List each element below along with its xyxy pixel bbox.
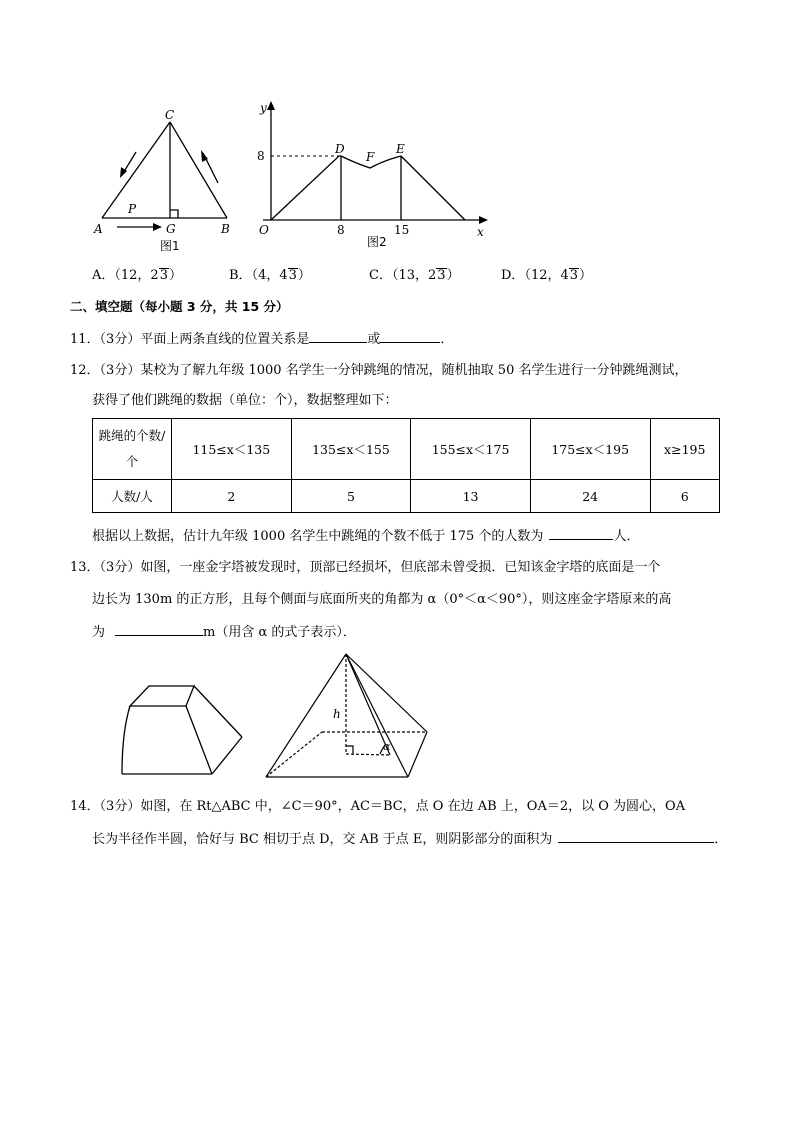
- option-a-letter: A．: [92, 268, 115, 283]
- q11-blank-1[interactable]: [309, 328, 367, 343]
- count-cell: 24: [530, 480, 650, 513]
- option-b[interactable]: [229, 266, 311, 286]
- front-right-edge: [186, 706, 212, 774]
- option-d-post: ）: [579, 268, 593, 283]
- figure-1-caption: 图1: [160, 239, 180, 253]
- label-f: F: [366, 150, 375, 164]
- question-14-line-1: [70, 797, 685, 817]
- option-b-radicand: 3: [288, 268, 297, 283]
- label-b: B: [221, 222, 230, 236]
- q14-line-2-row: [92, 828, 727, 850]
- y-tick-label: 8: [257, 149, 265, 163]
- q12-line-1: （3分）某校为了解九年级 1000 名学生一分钟跳绳的情况，随机抽取 50 名学生进行一分钟跳绳测试，: [99, 363, 688, 378]
- label-d: D: [335, 142, 345, 156]
- option-d-radicand: 3: [569, 268, 579, 283]
- option-a-radicand: 3: [159, 268, 168, 283]
- question-13-line-1: [70, 558, 660, 578]
- q13-line-2: 边长为 130m 的正方形，且每个侧面与底面所夹的角都为 α（0°＜α＜90°），则这座金字塔原来的高: [92, 592, 672, 607]
- q13-blank[interactable]: [115, 621, 203, 636]
- option-b-post: ）: [297, 268, 311, 283]
- q11-blank-2[interactable]: [380, 328, 440, 343]
- count-cell: 2: [172, 480, 292, 513]
- base-right: [408, 732, 427, 777]
- range-cell: x≥195: [650, 419, 720, 480]
- q13-line-1: （3分）如图，一座金字塔被发现时，顶部已经损坏，但底部未曾受损．已知该金字塔的底面是一个: [99, 560, 661, 575]
- option-c[interactable]: [369, 266, 460, 286]
- q14-line-2: 长为半径作半圆，恰好与 BC 相切于点 D，交 AB 于点 E，则阴影部分的面积为: [92, 832, 553, 847]
- left-edge: [122, 706, 130, 774]
- label-g: G: [166, 222, 176, 236]
- section-2-title: 二、填空题（每小题 3 分，共 15 分）: [70, 299, 289, 314]
- label-p: P: [128, 202, 137, 216]
- x-axis-arrowhead: [479, 216, 488, 224]
- label-e: E: [396, 142, 405, 156]
- option-a-post: ）: [169, 268, 183, 283]
- q11-number: 11．: [70, 332, 100, 347]
- pyramid-edge-front: [346, 654, 408, 777]
- q14-number: 14．: [70, 799, 100, 814]
- table-row-counts: [93, 480, 720, 513]
- foot-line: [346, 754, 390, 755]
- pyramid-figure: [262, 650, 432, 782]
- base-left-back: [266, 732, 322, 777]
- arrow-bottom-head: [153, 223, 162, 231]
- label-h: h: [333, 707, 341, 721]
- q11-end: ．: [440, 332, 454, 347]
- header-count-per-student: 跳绳的个数/个: [93, 419, 172, 480]
- question-12-line-1: [70, 361, 687, 381]
- option-b-letter: B．: [229, 268, 252, 283]
- pyramid-edge-right: [346, 654, 427, 732]
- label-a: A: [94, 222, 103, 236]
- q14-line-2-end: ．: [714, 832, 728, 847]
- graph-line: [271, 156, 341, 220]
- figure-2: [255, 98, 495, 258]
- range-cell: 175≤x＜195: [530, 419, 650, 480]
- option-c-pre: （13，2: [391, 268, 437, 283]
- segment-e-down: [401, 156, 465, 220]
- q12-blank[interactable]: [549, 525, 613, 540]
- q13-number: 13．: [70, 560, 100, 575]
- q12-line-2: 获得了他们跳绳的数据（单位：个），数据整理如下：: [92, 393, 398, 408]
- option-a-pre: （12，2: [114, 268, 159, 283]
- jump-rope-table: [92, 418, 720, 513]
- label-alpha: α: [383, 740, 391, 753]
- right-angle-mark: [170, 210, 178, 218]
- count-cell: 5: [291, 480, 411, 513]
- q12-after: 根据以上数据，估计九年级 1000 名学生中跳绳的个数不低于 175 个的人数为: [92, 529, 544, 544]
- truncated-pyramid-figure: [118, 682, 248, 782]
- option-b-pre: （4，4: [251, 268, 288, 283]
- right-bottom-edge: [212, 737, 242, 774]
- option-c-post: ）: [446, 268, 460, 283]
- label-c: C: [165, 108, 175, 122]
- q12-after-end: 人．: [613, 529, 640, 544]
- figure-1: [90, 105, 240, 255]
- option-d-pre: （12，4: [524, 268, 569, 283]
- right-angle-mark: [346, 746, 353, 754]
- q11-text: （3分）平面上两条直线的位置关系是: [99, 332, 310, 347]
- figure-2-caption: 图2: [367, 235, 387, 249]
- top-face: [130, 686, 194, 706]
- range-cell: 115≤x＜135: [172, 419, 292, 480]
- origin-label: O: [259, 223, 269, 237]
- back-right-edge: [194, 686, 242, 737]
- range-cell: 135≤x＜155: [291, 419, 411, 480]
- option-c-letter: C．: [369, 268, 392, 283]
- option-c-radicand: 3: [437, 268, 446, 283]
- range-cell: 155≤x＜175: [411, 419, 531, 480]
- header-number-of-students: 人数/人: [93, 480, 172, 513]
- side-bc: [170, 122, 227, 218]
- option-d-letter: D．: [501, 268, 525, 283]
- q14-blank[interactable]: [558, 828, 714, 843]
- q13-line-3-pre: 为: [92, 625, 106, 640]
- q12-conclusion: [92, 525, 639, 547]
- x-tick-label-8: 8: [337, 223, 345, 237]
- q13-line-3: [92, 621, 356, 643]
- count-cell: 13: [411, 480, 531, 513]
- q11-mid: 或: [367, 332, 381, 347]
- q13-line-3-post: m（用含 α 的式子表示）．: [203, 625, 356, 640]
- count-cell: 6: [650, 480, 720, 513]
- option-a[interactable]: [92, 266, 182, 286]
- y-axis-arrowhead: [267, 101, 275, 110]
- x-tick-label-15: 15: [394, 223, 410, 237]
- y-axis-label: y: [260, 101, 267, 115]
- q14-line-1: （3分）如图，在 Rt△ABC 中，∠C＝90°，AC＝BC，点 O 在边 AB 上，OA＝2，以 O 为圆心，OA: [99, 799, 686, 814]
- x-axis-label: x: [477, 225, 484, 239]
- q12-number: 12．: [70, 363, 100, 378]
- option-d[interactable]: [501, 266, 592, 286]
- question-11: [70, 328, 453, 350]
- table-row-ranges: [93, 419, 720, 480]
